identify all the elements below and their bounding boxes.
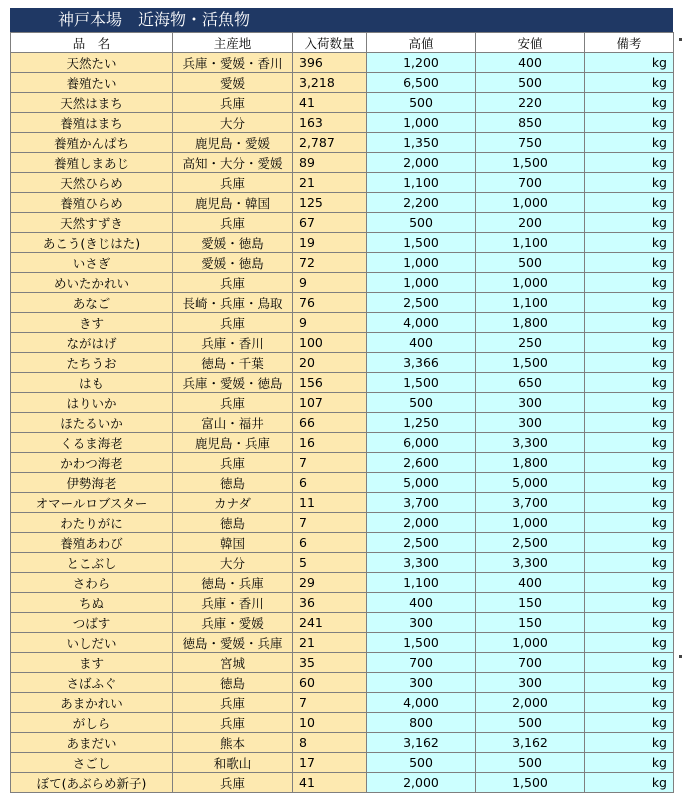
cell-name: さわら bbox=[11, 573, 173, 593]
cell-name: オマールロブスター bbox=[11, 493, 173, 513]
table-row bbox=[11, 473, 674, 493]
cell-name: いしだい bbox=[11, 633, 173, 653]
cell-high: 500 bbox=[367, 393, 476, 413]
cell-qty: 36 bbox=[293, 593, 367, 613]
cell-qty: 163 bbox=[293, 113, 367, 133]
cell-low: 1,800 bbox=[476, 313, 585, 333]
cell-qty: 7 bbox=[293, 453, 367, 473]
cell-note: kg bbox=[585, 293, 674, 313]
table-row bbox=[11, 413, 674, 433]
cell-name: ちぬ bbox=[11, 593, 173, 613]
cell-high: 2,600 bbox=[367, 453, 476, 473]
cell-low: 2,000 bbox=[476, 693, 585, 713]
cell-qty: 19 bbox=[293, 233, 367, 253]
cell-name: あまかれい bbox=[11, 693, 173, 713]
cell-high: 300 bbox=[367, 673, 476, 693]
cell-low: 1,000 bbox=[476, 633, 585, 653]
table-row bbox=[11, 313, 674, 333]
cell-note: kg bbox=[585, 73, 674, 93]
table-row bbox=[11, 593, 674, 613]
cell-high: 3,700 bbox=[367, 493, 476, 513]
cell-origin: 兵庫・愛媛 bbox=[173, 613, 293, 633]
table-row bbox=[11, 513, 674, 533]
cell-high: 1,500 bbox=[367, 233, 476, 253]
cell-origin: 兵庫 bbox=[173, 453, 293, 473]
cell-qty: 6 bbox=[293, 473, 367, 493]
cell-low: 850 bbox=[476, 113, 585, 133]
header-high: 高値 bbox=[367, 33, 476, 53]
cell-qty: 72 bbox=[293, 253, 367, 273]
table-row bbox=[11, 273, 674, 293]
cell-note: kg bbox=[585, 553, 674, 573]
cell-note: kg bbox=[585, 333, 674, 353]
margin-mark bbox=[679, 655, 682, 658]
cell-low: 3,162 bbox=[476, 733, 585, 753]
cell-high: 1,500 bbox=[367, 373, 476, 393]
cell-qty: 11 bbox=[293, 493, 367, 513]
cell-high: 2,500 bbox=[367, 293, 476, 313]
cell-origin: 兵庫 bbox=[173, 393, 293, 413]
cell-note: kg bbox=[585, 413, 674, 433]
cell-origin: 兵庫 bbox=[173, 93, 293, 113]
table-row bbox=[11, 153, 674, 173]
cell-name: 養殖たい bbox=[11, 73, 173, 93]
cell-name: 養殖かんぱち bbox=[11, 133, 173, 153]
cell-note: kg bbox=[585, 493, 674, 513]
cell-origin: 愛媛・徳島 bbox=[173, 233, 293, 253]
cell-origin: 韓国 bbox=[173, 533, 293, 553]
cell-qty: 20 bbox=[293, 353, 367, 373]
cell-name: 天然はまち bbox=[11, 93, 173, 113]
cell-name: さばふぐ bbox=[11, 673, 173, 693]
margin-mark bbox=[679, 38, 682, 41]
table-row bbox=[11, 253, 674, 273]
cell-name: かわつ海老 bbox=[11, 453, 173, 473]
cell-high: 1,100 bbox=[367, 173, 476, 193]
table-row bbox=[11, 533, 674, 553]
cell-name: あまだい bbox=[11, 733, 173, 753]
table-row bbox=[11, 73, 674, 93]
cell-note: kg bbox=[585, 193, 674, 213]
cell-high: 1,250 bbox=[367, 413, 476, 433]
cell-qty: 3,218 bbox=[293, 73, 367, 93]
cell-origin: 兵庫 bbox=[173, 713, 293, 733]
table-row bbox=[11, 553, 674, 573]
cell-origin: 宮城 bbox=[173, 653, 293, 673]
cell-qty: 41 bbox=[293, 773, 367, 793]
cell-name: 天然すずき bbox=[11, 213, 173, 233]
cell-low: 700 bbox=[476, 173, 585, 193]
cell-name: たちうお bbox=[11, 353, 173, 373]
cell-name: 天然たい bbox=[11, 53, 173, 73]
cell-high: 500 bbox=[367, 753, 476, 773]
table-row bbox=[11, 353, 674, 373]
cell-qty: 8 bbox=[293, 733, 367, 753]
cell-name: あこう(きじはた) bbox=[11, 233, 173, 253]
cell-name: 養殖はまち bbox=[11, 113, 173, 133]
cell-qty: 66 bbox=[293, 413, 367, 433]
cell-note: kg bbox=[585, 233, 674, 253]
cell-note: kg bbox=[585, 673, 674, 693]
table-row bbox=[11, 93, 674, 113]
cell-name: さごし bbox=[11, 753, 173, 773]
cell-note: kg bbox=[585, 153, 674, 173]
cell-origin: 兵庫 bbox=[173, 313, 293, 333]
cell-name: ます bbox=[11, 653, 173, 673]
cell-name: とこぶし bbox=[11, 553, 173, 573]
cell-origin: 鹿児島・兵庫 bbox=[173, 433, 293, 453]
cell-low: 400 bbox=[476, 573, 585, 593]
cell-qty: 16 bbox=[293, 433, 367, 453]
cell-high: 5,000 bbox=[367, 473, 476, 493]
cell-origin: 徳島 bbox=[173, 513, 293, 533]
cell-qty: 396 bbox=[293, 53, 367, 73]
cell-qty: 21 bbox=[293, 633, 367, 653]
cell-low: 1,500 bbox=[476, 153, 585, 173]
table-row bbox=[11, 493, 674, 513]
table-row bbox=[11, 113, 674, 133]
cell-note: kg bbox=[585, 253, 674, 273]
header-low: 安値 bbox=[476, 33, 585, 53]
cell-qty: 10 bbox=[293, 713, 367, 733]
table-row bbox=[11, 713, 674, 733]
cell-low: 300 bbox=[476, 413, 585, 433]
cell-note: kg bbox=[585, 653, 674, 673]
cell-qty: 7 bbox=[293, 513, 367, 533]
cell-low: 5,000 bbox=[476, 473, 585, 493]
cell-origin: 鹿児島・韓国 bbox=[173, 193, 293, 213]
table-row bbox=[11, 633, 674, 653]
cell-note: kg bbox=[585, 113, 674, 133]
cell-low: 400 bbox=[476, 53, 585, 73]
cell-qty: 100 bbox=[293, 333, 367, 353]
cell-high: 2,000 bbox=[367, 773, 476, 793]
cell-high: 800 bbox=[367, 713, 476, 733]
table-row bbox=[11, 293, 674, 313]
cell-origin: 富山・福井 bbox=[173, 413, 293, 433]
cell-note: kg bbox=[585, 453, 674, 473]
cell-high: 3,300 bbox=[367, 553, 476, 573]
cell-low: 1,500 bbox=[476, 353, 585, 373]
cell-high: 1,000 bbox=[367, 273, 476, 293]
cell-low: 150 bbox=[476, 593, 585, 613]
cell-qty: 60 bbox=[293, 673, 367, 693]
cell-origin: 兵庫・香川 bbox=[173, 593, 293, 613]
cell-origin: 兵庫 bbox=[173, 273, 293, 293]
table-row bbox=[11, 133, 674, 153]
cell-low: 1,500 bbox=[476, 773, 585, 793]
cell-note: kg bbox=[585, 93, 674, 113]
cell-high: 6,500 bbox=[367, 73, 476, 93]
cell-high: 2,000 bbox=[367, 513, 476, 533]
cell-low: 250 bbox=[476, 333, 585, 353]
cell-origin: 徳島・愛媛・兵庫 bbox=[173, 633, 293, 653]
cell-low: 1,000 bbox=[476, 513, 585, 533]
cell-low: 750 bbox=[476, 133, 585, 153]
table-row bbox=[11, 573, 674, 593]
cell-high: 2,500 bbox=[367, 533, 476, 553]
table-row bbox=[11, 753, 674, 773]
cell-low: 200 bbox=[476, 213, 585, 233]
cell-low: 1,100 bbox=[476, 233, 585, 253]
cell-origin: 徳島 bbox=[173, 473, 293, 493]
table-row bbox=[11, 333, 674, 353]
cell-qty: 156 bbox=[293, 373, 367, 393]
cell-qty: 35 bbox=[293, 653, 367, 673]
header-origin: 主産地 bbox=[173, 33, 293, 53]
cell-name: はりいか bbox=[11, 393, 173, 413]
cell-qty: 9 bbox=[293, 313, 367, 333]
sheet-title: 神戸本場 近海物・活魚物 bbox=[10, 8, 673, 32]
price-table bbox=[10, 32, 674, 793]
cell-origin: カナダ bbox=[173, 493, 293, 513]
cell-name: ぼて(あぶらめ新子) bbox=[11, 773, 173, 793]
cell-note: kg bbox=[585, 373, 674, 393]
cell-origin: 徳島 bbox=[173, 673, 293, 693]
cell-name: 養殖しまあじ bbox=[11, 153, 173, 173]
table-row bbox=[11, 733, 674, 753]
table-row bbox=[11, 213, 674, 233]
cell-qty: 2,787 bbox=[293, 133, 367, 153]
cell-qty: 5 bbox=[293, 553, 367, 573]
cell-high: 1,200 bbox=[367, 53, 476, 73]
cell-origin: 兵庫 bbox=[173, 213, 293, 233]
cell-qty: 29 bbox=[293, 573, 367, 593]
table-row bbox=[11, 393, 674, 413]
cell-high: 400 bbox=[367, 333, 476, 353]
cell-qty: 6 bbox=[293, 533, 367, 553]
cell-qty: 7 bbox=[293, 693, 367, 713]
cell-qty: 76 bbox=[293, 293, 367, 313]
cell-name: いさぎ bbox=[11, 253, 173, 273]
cell-note: kg bbox=[585, 173, 674, 193]
cell-high: 300 bbox=[367, 613, 476, 633]
table-row bbox=[11, 773, 674, 793]
table-row bbox=[11, 433, 674, 453]
cell-note: kg bbox=[585, 753, 674, 773]
cell-origin: 愛媛・徳島 bbox=[173, 253, 293, 273]
cell-name: わたりがに bbox=[11, 513, 173, 533]
cell-low: 2,500 bbox=[476, 533, 585, 553]
cell-note: kg bbox=[585, 53, 674, 73]
cell-low: 1,100 bbox=[476, 293, 585, 313]
table-row bbox=[11, 233, 674, 253]
cell-name: くるま海老 bbox=[11, 433, 173, 453]
cell-high: 2,000 bbox=[367, 153, 476, 173]
table-row bbox=[11, 193, 674, 213]
cell-origin: 大分 bbox=[173, 553, 293, 573]
cell-qty: 21 bbox=[293, 173, 367, 193]
cell-high: 500 bbox=[367, 213, 476, 233]
cell-high: 4,000 bbox=[367, 313, 476, 333]
cell-qty: 125 bbox=[293, 193, 367, 213]
cell-origin: 兵庫・香川 bbox=[173, 333, 293, 353]
cell-origin: 徳島・千葉 bbox=[173, 353, 293, 373]
cell-note: kg bbox=[585, 133, 674, 153]
cell-name: 伊勢海老 bbox=[11, 473, 173, 493]
header-qty: 入荷数量 bbox=[293, 33, 367, 53]
header-name: 品 名 bbox=[11, 33, 173, 53]
cell-high: 3,366 bbox=[367, 353, 476, 373]
cell-name: はも bbox=[11, 373, 173, 393]
cell-origin: 和歌山 bbox=[173, 753, 293, 773]
table-row bbox=[11, 373, 674, 393]
cell-note: kg bbox=[585, 433, 674, 453]
cell-origin: 長崎・兵庫・鳥取 bbox=[173, 293, 293, 313]
cell-qty: 9 bbox=[293, 273, 367, 293]
header-note: 備考 bbox=[585, 33, 674, 53]
table-row bbox=[11, 693, 674, 713]
cell-low: 1,000 bbox=[476, 273, 585, 293]
cell-low: 700 bbox=[476, 653, 585, 673]
cell-low: 500 bbox=[476, 713, 585, 733]
market-price-sheet bbox=[10, 8, 673, 793]
cell-high: 500 bbox=[367, 93, 476, 113]
cell-note: kg bbox=[585, 713, 674, 733]
cell-note: kg bbox=[585, 213, 674, 233]
cell-origin: 鹿児島・愛媛 bbox=[173, 133, 293, 153]
cell-high: 2,200 bbox=[367, 193, 476, 213]
cell-note: kg bbox=[585, 533, 674, 553]
cell-low: 500 bbox=[476, 253, 585, 273]
cell-origin: 兵庫 bbox=[173, 173, 293, 193]
cell-note: kg bbox=[585, 573, 674, 593]
cell-name: きす bbox=[11, 313, 173, 333]
cell-high: 6,000 bbox=[367, 433, 476, 453]
cell-low: 3,300 bbox=[476, 553, 585, 573]
cell-low: 1,000 bbox=[476, 193, 585, 213]
cell-low: 220 bbox=[476, 93, 585, 113]
cell-origin: 大分 bbox=[173, 113, 293, 133]
cell-high: 400 bbox=[367, 593, 476, 613]
cell-qty: 41 bbox=[293, 93, 367, 113]
table-row bbox=[11, 453, 674, 473]
cell-origin: 兵庫 bbox=[173, 773, 293, 793]
cell-name: ながはげ bbox=[11, 333, 173, 353]
cell-origin: 高知・大分・愛媛 bbox=[173, 153, 293, 173]
cell-name: つばす bbox=[11, 613, 173, 633]
cell-name: がしら bbox=[11, 713, 173, 733]
cell-high: 1,350 bbox=[367, 133, 476, 153]
cell-origin: 兵庫 bbox=[173, 693, 293, 713]
cell-low: 150 bbox=[476, 613, 585, 633]
cell-note: kg bbox=[585, 273, 674, 293]
cell-high: 700 bbox=[367, 653, 476, 673]
cell-name: ほたるいか bbox=[11, 413, 173, 433]
cell-origin: 兵庫・愛媛・徳島 bbox=[173, 373, 293, 393]
cell-low: 300 bbox=[476, 673, 585, 693]
cell-high: 1,000 bbox=[367, 253, 476, 273]
cell-note: kg bbox=[585, 733, 674, 753]
cell-origin: 徳島・兵庫 bbox=[173, 573, 293, 593]
cell-note: kg bbox=[585, 693, 674, 713]
cell-note: kg bbox=[585, 513, 674, 533]
header-row bbox=[11, 33, 674, 53]
cell-name: 養殖ひらめ bbox=[11, 193, 173, 213]
cell-origin: 熊本 bbox=[173, 733, 293, 753]
table-row bbox=[11, 173, 674, 193]
cell-name: あなご bbox=[11, 293, 173, 313]
cell-qty: 89 bbox=[293, 153, 367, 173]
cell-note: kg bbox=[585, 393, 674, 413]
cell-high: 4,000 bbox=[367, 693, 476, 713]
cell-low: 3,300 bbox=[476, 433, 585, 453]
cell-high: 1,000 bbox=[367, 113, 476, 133]
cell-low: 500 bbox=[476, 753, 585, 773]
table-row bbox=[11, 53, 674, 73]
cell-origin: 兵庫・愛媛・香川 bbox=[173, 53, 293, 73]
cell-name: 天然ひらめ bbox=[11, 173, 173, 193]
table-row bbox=[11, 653, 674, 673]
cell-low: 650 bbox=[476, 373, 585, 393]
cell-note: kg bbox=[585, 353, 674, 373]
cell-note: kg bbox=[585, 593, 674, 613]
cell-note: kg bbox=[585, 613, 674, 633]
cell-note: kg bbox=[585, 473, 674, 493]
cell-note: kg bbox=[585, 633, 674, 653]
cell-note: kg bbox=[585, 773, 674, 793]
cell-name: 養殖あわび bbox=[11, 533, 173, 553]
cell-name: めいたかれい bbox=[11, 273, 173, 293]
cell-qty: 241 bbox=[293, 613, 367, 633]
cell-qty: 107 bbox=[293, 393, 367, 413]
cell-low: 3,700 bbox=[476, 493, 585, 513]
cell-high: 1,500 bbox=[367, 633, 476, 653]
cell-high: 1,100 bbox=[367, 573, 476, 593]
cell-high: 3,162 bbox=[367, 733, 476, 753]
cell-low: 1,800 bbox=[476, 453, 585, 473]
table-row bbox=[11, 673, 674, 693]
cell-low: 500 bbox=[476, 73, 585, 93]
cell-origin: 愛媛 bbox=[173, 73, 293, 93]
cell-qty: 67 bbox=[293, 213, 367, 233]
cell-note: kg bbox=[585, 313, 674, 333]
table-row bbox=[11, 613, 674, 633]
cell-qty: 17 bbox=[293, 753, 367, 773]
cell-low: 300 bbox=[476, 393, 585, 413]
